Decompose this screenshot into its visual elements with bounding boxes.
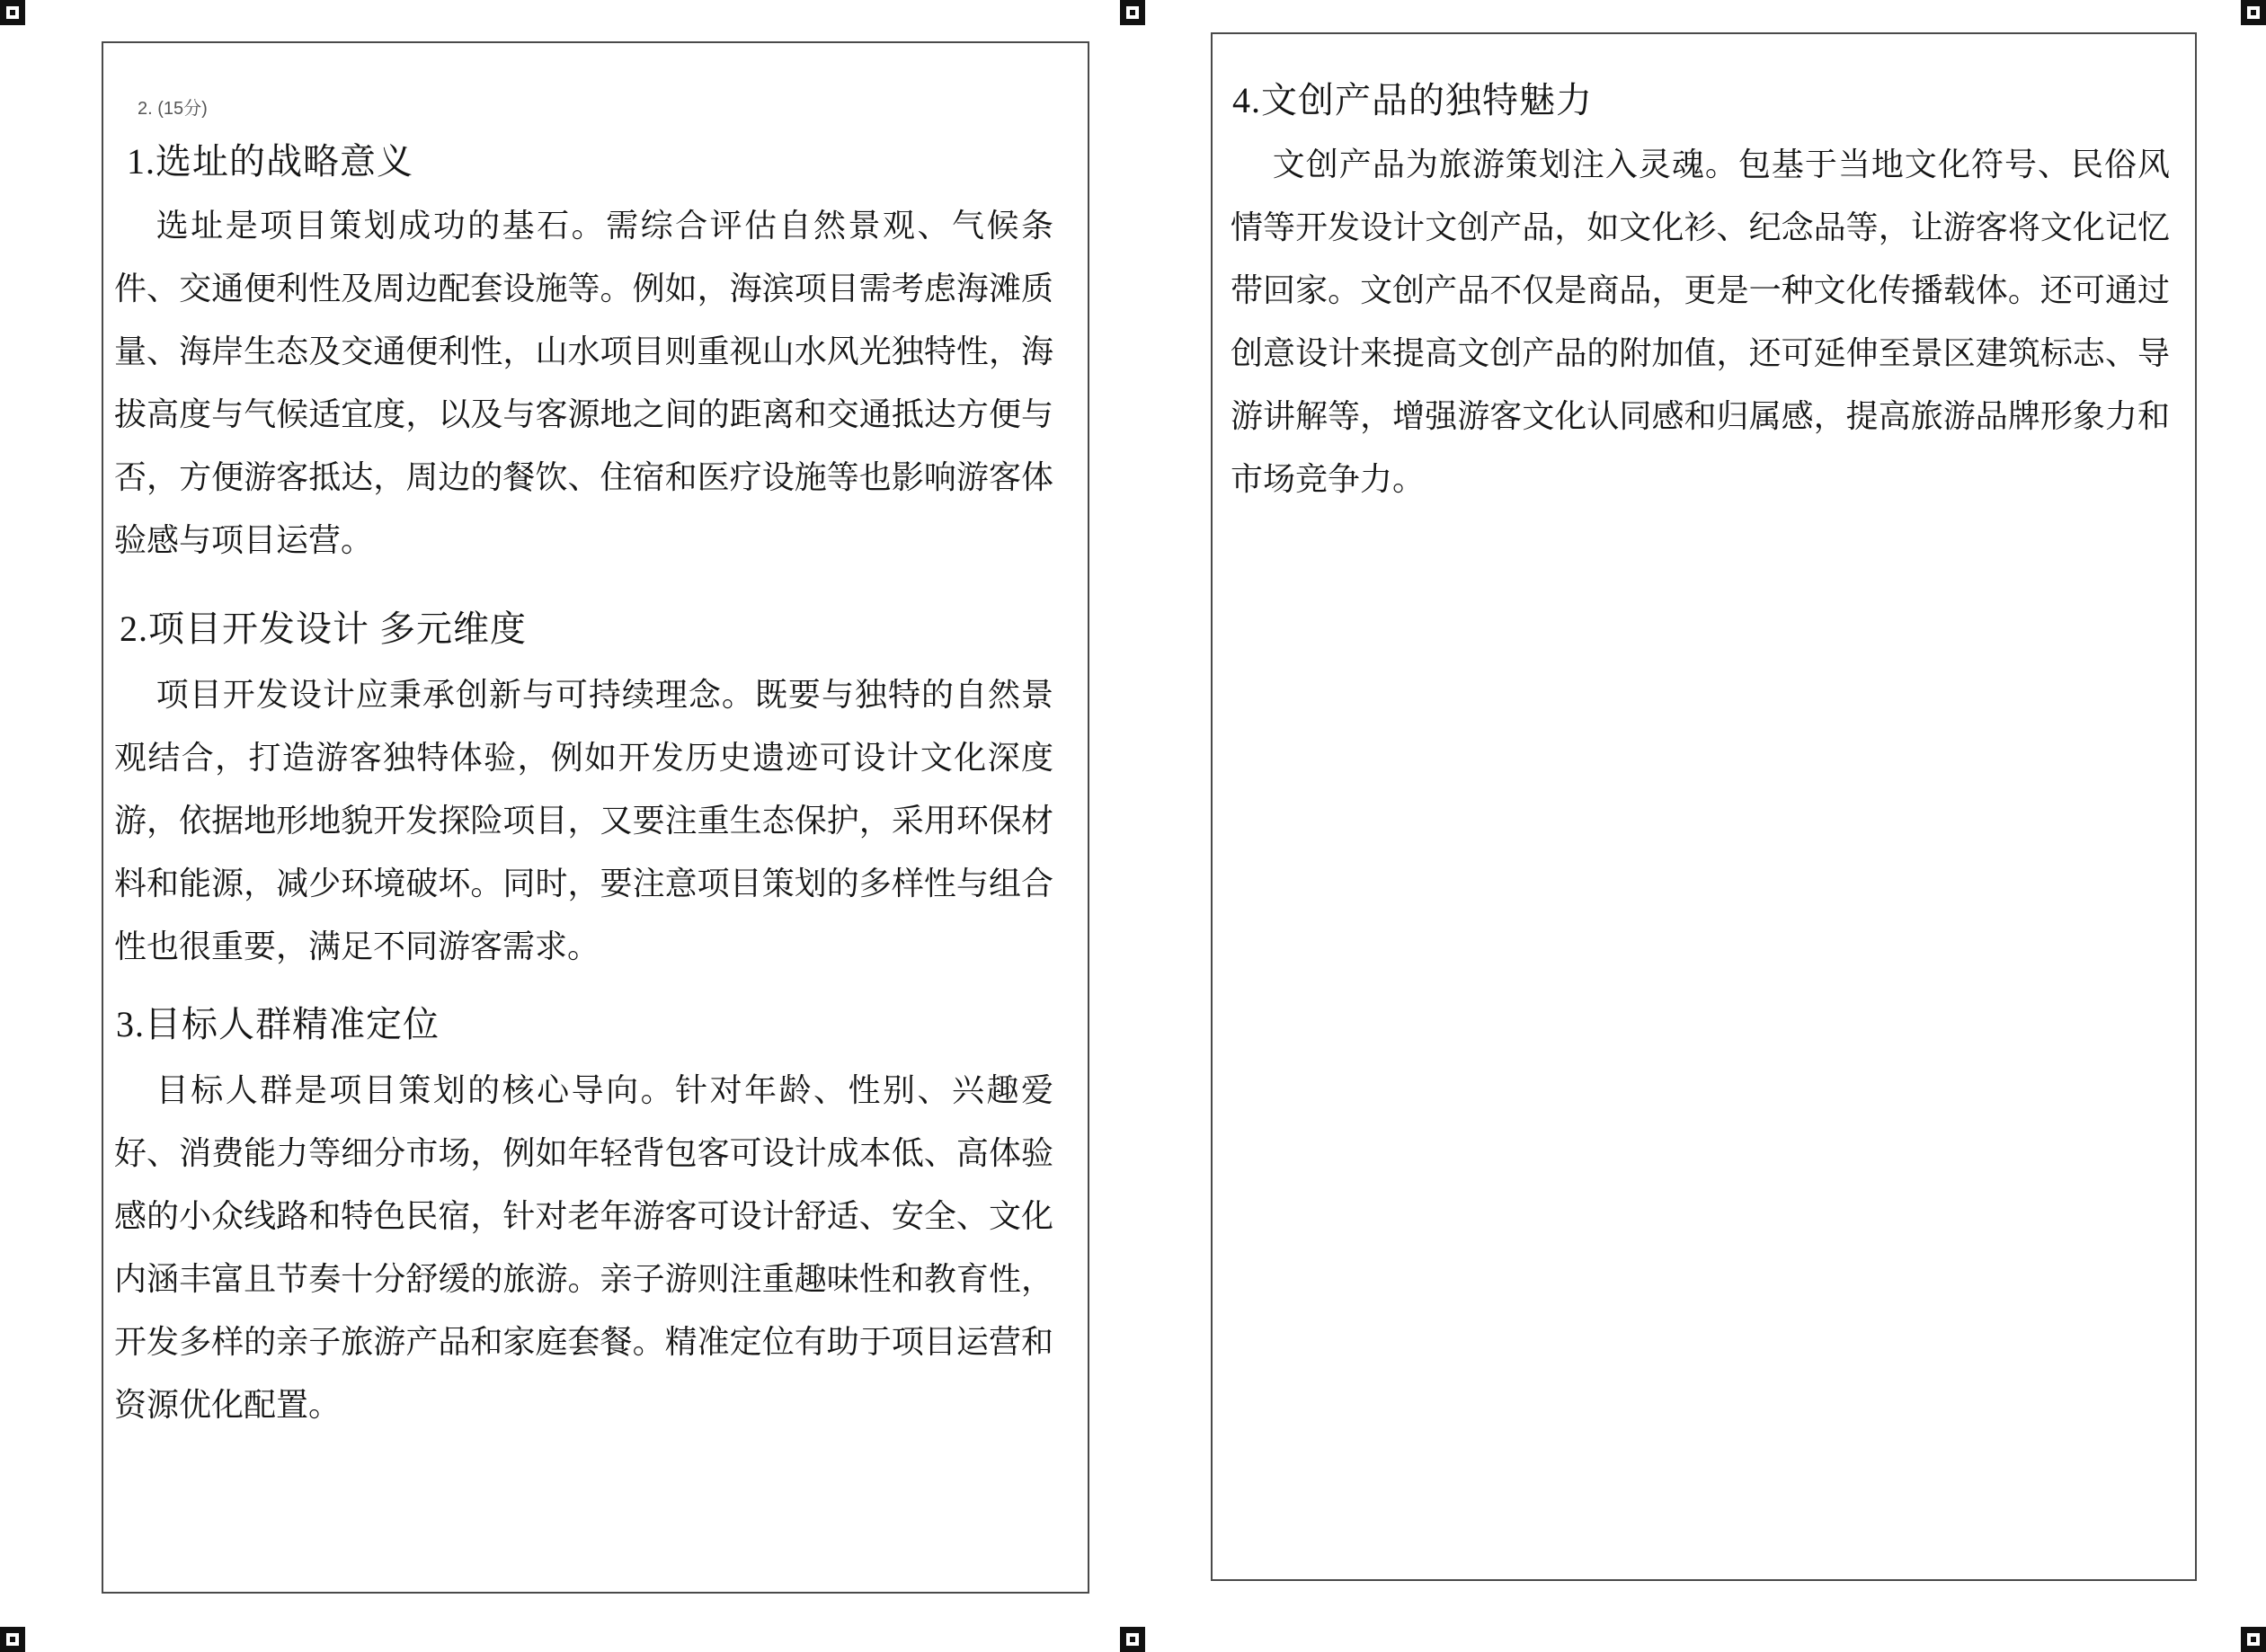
registration-marker-top-right <box>2241 0 2266 25</box>
question-label: 2. (15分) <box>138 99 208 119</box>
registration-marker-bottom-right <box>2241 1627 2266 1652</box>
section-heading-1: 1.选址的战略意义 <box>127 141 413 182</box>
section-heading-4: 4.文创产品的独特魅力 <box>1232 80 1593 120</box>
registration-marker-top-left <box>0 0 25 25</box>
section-body-3: 目标人群是项目策划的核心导向。针对年龄、性别、兴趣爱好、消费能力等细分市场，例如年轻背包客可设计成本低、高体验感的小众线路和特色民宿，针对老年游客可设计舒适、安全、文化内涵丰富且节奏十分舒缓的旅游。亲子游则注重趣味性和教育性，开发多样的亲子旅游产品和家庭套餐。精准定位有助于项目运营和资源优化配置。 <box>114 1072 1053 1423</box>
section-heading-3: 3.目标人群精准定位 <box>116 1004 440 1044</box>
registration-marker-bottom-left <box>0 1627 25 1652</box>
answer-sheet-right <box>1211 32 2197 1581</box>
registration-marker-top-center <box>1120 0 1145 25</box>
section-body-1: 选址是项目策划成功的基石。需综合评估自然景观、气候条件、交通便利性及周边配套设施等。例如，海滨项目需考虑海滩质量、海岸生态及交通便利性，山水项目则重视山水风光独特性，海拔高度与气候适宜度，以及与客源地之间的距离和交通抵达方便与否，方便游客抵达，周边的餐饮、住宿和医疗设施等也影响游客体验感与项目运营。 <box>114 208 1053 558</box>
section-heading-2: 2.项目开发设计 多元维度 <box>120 608 527 649</box>
answer-sheet-left <box>102 41 1089 1594</box>
section-body-4: 文创产品为旅游策划注入灵魂。包基于当地文化符号、民俗风情等开发设计文创产品，如文化衫、纪念品等，让游客将文化记忆带回家。文创产品不仅是商品，更是一种文化传播载体。还可通过创意设计来提高文创产品的附加值，还可延伸至景区建筑标志、导游讲解等，增强游客文化认同感和归属感，提高旅游品牌形象力和市场竞争力。 <box>1231 147 2170 497</box>
section-body-2: 项目开发设计应秉承创新与可持续理念。既要与独特的自然景观结合，打造游客独特体验，例如开发历史遗迹可设计文化深度游，依据地形地貌开发探险项目，又要注重生态保护，采用环保材料和能源，减少环境破坏。同时，要注意项目策划的多样性与组合性也很重要，满足不同游客需求。 <box>114 677 1053 964</box>
registration-marker-bottom-center <box>1120 1627 1145 1652</box>
